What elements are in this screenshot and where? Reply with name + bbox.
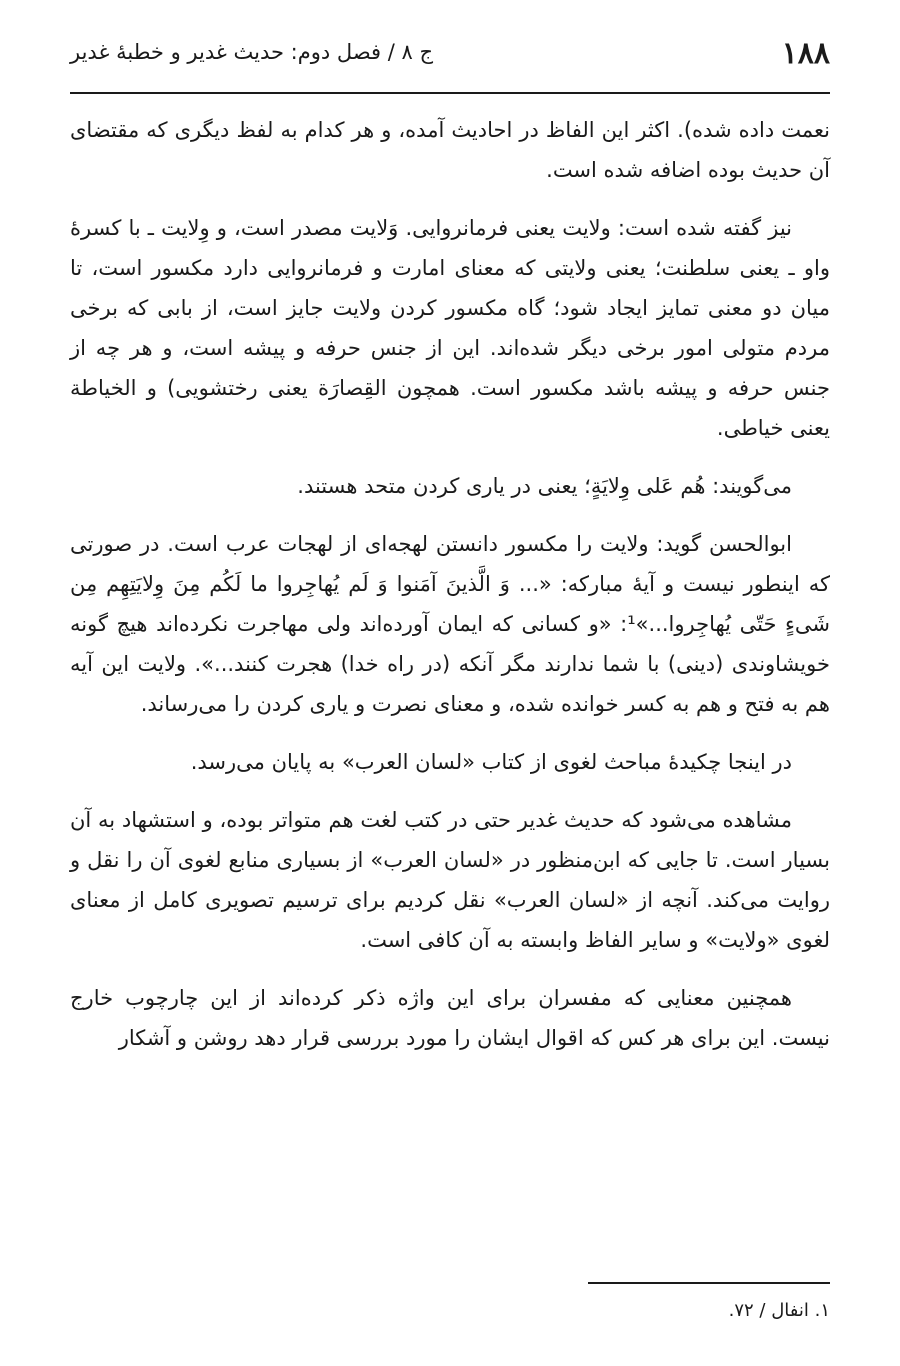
paragraph-2: نیز گفته شده است: ولایت یعنی فرمانروایی. وَلایت مصدر است، و وِلایت ـ با کسرهٔ واو ـ یعنی سلطنت؛ یعنی ولایتی که معنای امارت و فرمانروایی دارد مکسور است، تا میان دو معنی تمایز ایجاد شود؛ گاه مکسور کردن ولایت جایز است، از بابی که برخی مردم متولی امور برخی دیگر شده‌اند. این از جنس حرفه و پیشه است، و هر چه از جنس حرفه و پیشه باشد مکسور است. همچون القِصارَة یعنی رختشویی) و الخیاطة یعنی خیاطی. [70, 216, 830, 440]
paragraph-1: نعمت داده شده). اکثر این الفاظ در احادیث آمده، و هر کدام به لفظ دیگری که مقتضای آن حدیث بوده اضافه شده است. [70, 118, 830, 182]
page-header [70, 30, 830, 90]
header-divider [70, 92, 830, 94]
paragraph-6: مشاهده می‌شود که حدیث غدیر حتی در کتب لغت هم متواتر بوده، و استشهاد به آن بسیار است. تا جایی که ابن‌منظور در «لسان العرب» از بسیاری منابع لغوی آن را نقل و روایت می‌کند. آنچه از «لسان العرب» نقل کردیم برای ترسیم تصویری کامل از معنای لغوی «ولایت» و سایر الفاظ وابسته به آن کافی است. [70, 808, 830, 952]
running-title: ج ۸ / فصل دوم: حدیث غدیر و خطبهٔ غدیر [70, 40, 434, 64]
footnote-divider [588, 1282, 830, 1284]
footnote: ۱. انفال / ۷۲. [728, 1300, 830, 1321]
paragraph-5: در اینجا چکیدهٔ مباحث لغوی از کتاب «لسان العرب» به پایان می‌رسد. [190, 750, 792, 774]
page-number: ۱۸۸ [781, 36, 830, 71]
paragraph-7: همچنین معنایی که مفسران برای این واژه ذکر کرده‌اند از این چارچوب خارج نیست. این برای هر کس که اقوال ایشان را مورد بررسی قرار دهد روشن و آشکار [70, 986, 830, 1050]
paragraph-3: می‌گویند: هُم عَلی وِلایَةٍ؛ یعنی در یاری کردن متحد هستند. [297, 474, 792, 498]
paragraph-4: ابوالحسن گوید: ولایت را مکسور دانستن لهجه‌ای از لهجات عرب است. در صورتی که اینطور نیست و آیهٔ مبارکه: «... وَ الَّذینَ آمَنوا وَ لَم یُهاجِروا ما لَکُم مِنَ وِلایَتِهِم مِن شَیءٍ حَتّی یُهاجِروا...»¹: «و کسانی که ایمان آورده‌اند ولی مهاجرت نکرده‌اند هیچ گونه خویشاوندی (دینی) با شما ندارند مگر آنکه (در راه خدا) هجرت کنند...». ولایت این آیه هم به فتح و هم به کسر خوانده شده، و معنای نصرت و یاری کردن را می‌رساند. [70, 532, 830, 716]
body-text [70, 110, 830, 1076]
